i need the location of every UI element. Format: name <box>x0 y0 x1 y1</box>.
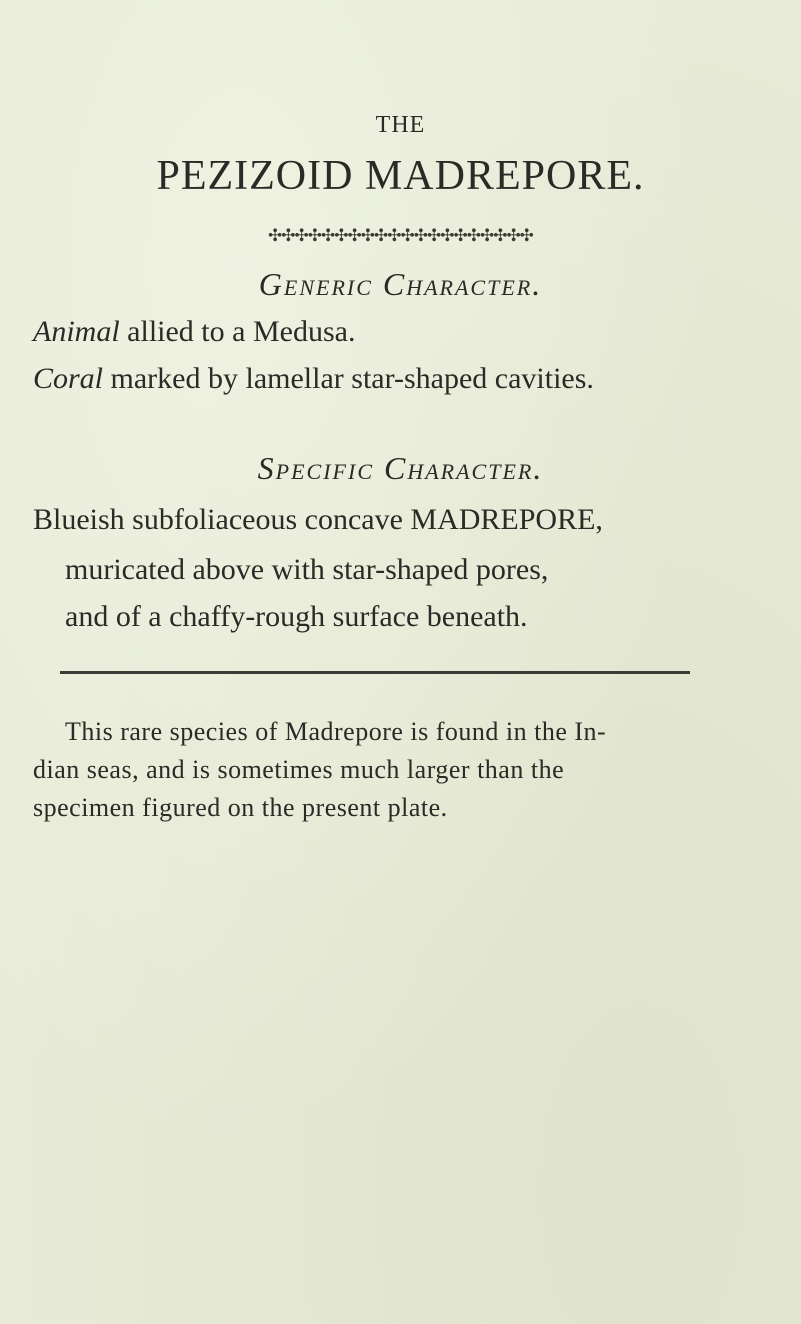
specific-line-1: Blueish subfoliaceous concave MADREPORE, <box>33 503 603 536</box>
animal-line <box>33 315 355 349</box>
page-title: PEZIZOID MADREPORE. <box>156 153 645 199</box>
description-line-1: This rare species of Madrepore is found in the In- <box>65 717 607 746</box>
section-divider <box>60 671 690 674</box>
generic-character-heading: Generic Character. <box>258 266 543 302</box>
specific-line-3: and of a chaffy-rough surface beneath. <box>65 600 528 633</box>
coral-text: marked by lamellar star-shaped cavities. <box>103 362 594 395</box>
specific-line-2: muricated above with star-shaped pores, <box>65 553 549 586</box>
title-prefix: THE <box>375 112 426 138</box>
ornament-divider: ✣✣✣✣✣✣✣✣✣✣✣✣✣✣✣✣✣✣✣✣ <box>268 226 533 245</box>
coral-line <box>33 362 594 396</box>
description-line-2: dian seas, and is sometimes much larger than the <box>33 755 565 784</box>
specific-character-heading: Specific Character. <box>257 450 544 486</box>
animal-word: Animal <box>33 315 120 348</box>
animal-text: allied to a Medusa. <box>119 315 356 348</box>
description-line-3: specimen figured on the present plate. <box>33 793 448 822</box>
coral-word: Coral <box>33 362 104 395</box>
